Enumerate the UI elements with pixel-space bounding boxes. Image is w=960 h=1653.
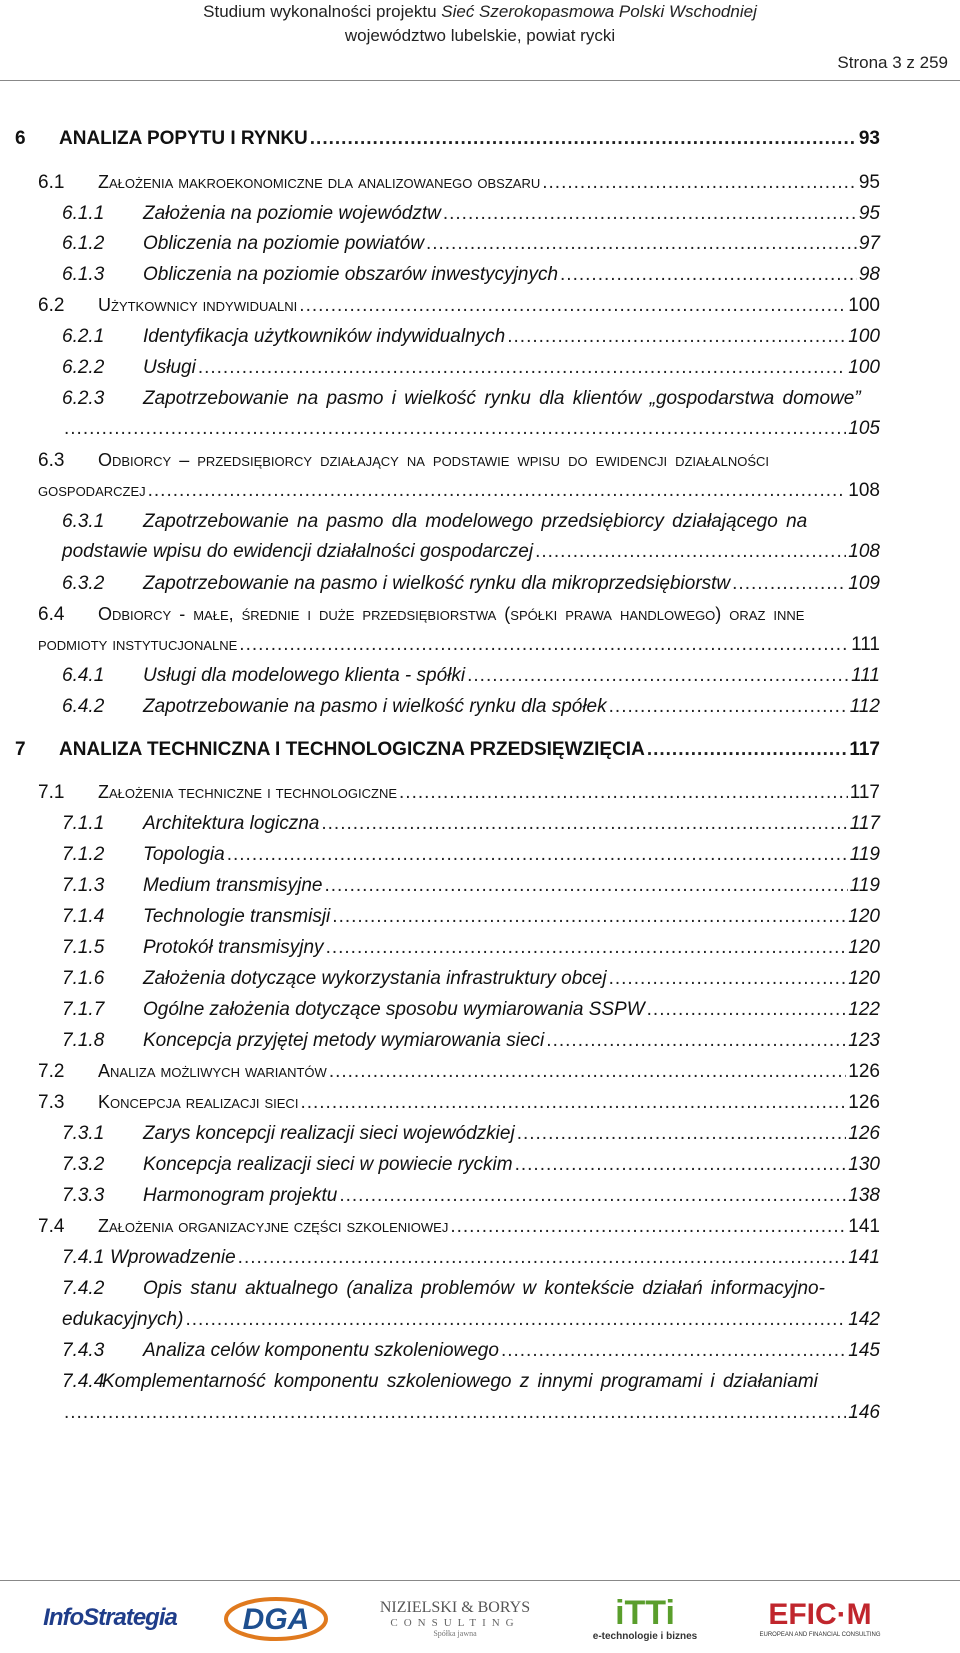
toc-page-number: 119 [849,875,880,896]
toc-page-number: 117 [849,813,880,834]
toc-entry-line [62,511,880,533]
toc-entry[interactable] [38,1216,880,1238]
toc-entry-number: 6.4.2 [62,696,105,717]
toc-dot-leader [238,1247,847,1269]
toc-page-number: 105 [848,418,880,439]
header-title [0,2,960,22]
toc-page-number: 93 [858,128,880,149]
toc-dot-leader [450,1216,846,1238]
toc-dot-leader [507,326,846,348]
toc-entry[interactable] [62,813,880,835]
toc-entry-number: 6.4 [38,604,65,625]
toc-entry-title: Koncepcja realizacji sieci [98,1092,299,1112]
toc-page-number: 117 [849,739,880,760]
toc-entry[interactable] [62,1402,880,1424]
header-region: województwo lubelskie, powiat rycki [344,26,616,45]
toc-entry-number: 7.1.1 [62,813,105,834]
toc-dot-leader [546,1030,846,1052]
toc-entry-title: Zapotrzebowanie na pasmo i wielkość rynku dla klientów „gospodarstwa domowe” [143,388,861,409]
logo-infostrategia-text: InfoStrategia [43,1604,177,1631]
toc-entry-number: 7.1.8 [62,1030,105,1051]
toc-dot-leader [609,968,847,990]
toc-dot-leader [321,813,847,835]
toc-dot-leader [310,128,857,150]
logo-nizielski-sub2: Spółka jawna [433,1628,477,1638]
toc-page-number: 95 [858,172,880,193]
toc-entry-title: Zapotrzebowanie na pasmo i wielkość rynku dla mikroprzedsiębiorstw [143,573,731,594]
logo-infostrategia [40,1588,180,1648]
toc-page-number: 100 [848,295,880,316]
logo-eficom-sub: EUROPEAN AND FINANCIAL CONSULTING [759,1632,881,1638]
toc-entry-number: 6 [15,128,26,149]
toc-entry-title: ANALIZA POPYTU I RYNKU [59,128,308,149]
toc-entry-title: Zapotrzebowanie na pasmo dla modelowego przedsiębiorcy działającego na [143,511,808,532]
toc-entry-title: Koncepcja przyjętej metody wymiarowania sieci [143,1030,545,1051]
toc-entry-number: 6.1 [38,172,65,193]
toc-entry-title: Założenia techniczne i technologiczne [98,782,398,802]
toc-entry[interactable] [62,906,880,928]
toc-page-number: 126 [848,1092,880,1113]
toc-entry-title: Usługi [143,357,196,378]
toc-entry[interactable] [62,1123,880,1145]
toc-entry-line [62,388,880,410]
toc-entry-number: 6.1.3 [62,264,105,285]
toc-entry-title-continued: gospodarczej [38,480,146,500]
toc-entry[interactable] [62,1185,880,1207]
toc-dot-leader [227,844,848,866]
toc-entry[interactable] [62,1247,880,1269]
toc-page-number: 126 [848,1061,880,1082]
toc-entry-title: Medium transmisyjne [143,875,323,896]
toc-entry-line [38,604,880,626]
toc-entry-number: 6.1.1 [62,203,105,224]
toc-page-number: 120 [848,906,880,927]
toc-entry-number: 7.1.4 [62,906,105,927]
logo-itti-text: iTTi [615,1593,675,1632]
toc-entry-number: 7.2 [38,1061,65,1082]
toc-entry-number: 7.4 [38,1216,65,1237]
toc-page-number: 123 [848,1030,880,1051]
toc-entry-title: Założenia organizacyjne części szkoleniowej [98,1216,449,1236]
toc-dot-leader [517,1123,847,1145]
toc-entry-number: 7.1.7 [62,999,105,1020]
toc-dot-leader [399,782,848,804]
toc-entry-number: 7.1.5 [62,937,105,958]
toc-entry-title: Zarys koncepcji realizacji sieci wojewódzkiej [143,1123,515,1144]
toc-entry[interactable] [62,1154,880,1176]
toc-entry-number: 6.1.2 [62,233,105,254]
toc-page-number: 111 [851,665,880,686]
toc-dot-leader [339,1185,846,1207]
toc-entry[interactable] [62,326,880,348]
toc-page-number: 117 [849,782,880,803]
toc-entry-title: Protokół transmisyjny [143,937,324,958]
toc-page-number: 141 [848,1247,880,1268]
toc-dot-leader [332,906,846,928]
toc-dot-leader [64,418,846,440]
toc-entry-number: 6.2.1 [62,326,105,347]
toc-entry-title: Założenia na poziomie województw [143,203,441,224]
toc-entry-number: 7.1.3 [62,875,105,896]
logo-eficom-text: EFIC·M [768,1598,872,1631]
toc-entry[interactable] [62,875,880,897]
toc-entry-title: ANALIZA TECHNICZNA I TECHNOLOGICZNA PRZEDSIĘWZIĘCIA [59,739,645,760]
toc-dot-leader [443,203,857,225]
page-number: Strona 3 z 259 [837,53,948,72]
toc-entry-title: Wprowadzenie [110,1247,236,1268]
toc-entry-title: Technologie transmisji [143,906,331,927]
toc-page-number: 97 [858,233,880,254]
toc-entry-title: Topologia [143,844,225,865]
toc-entry[interactable] [62,203,880,225]
toc-entry[interactable] [38,782,880,804]
toc-entry-title: Założenia makroekonomiczne dla analizowanego obszaru [98,172,541,192]
logo-nizielski-text: NIZIELSKI & BORYS [379,1598,531,1616]
toc-entry-title: Obliczenia na poziomie obszarów inwestycyjnych [143,264,559,285]
toc-entry-line [62,1278,880,1300]
toc-page-number: 122 [848,999,880,1020]
toc-entry-title: Harmonogram projektu [143,1185,338,1206]
toc-dot-leader [64,1402,846,1424]
header-title-prefix: Studium wykonalności projektu [203,2,442,21]
toc-entry[interactable] [38,1092,880,1114]
toc-dot-leader [535,541,846,563]
header-project-name: Sieć Szerokopasmowa Polski Wschodniej [441,2,757,21]
toc-entry-title: Użytkownicy indywidualni [98,295,298,315]
toc-entry[interactable] [62,844,880,866]
logo-itti [590,1588,700,1648]
toc-entry-number: 7.1.2 [62,844,105,865]
logo-dga [215,1588,330,1648]
toc-entry[interactable] [62,937,880,959]
toc-entry[interactable] [62,264,880,286]
toc-dot-leader [239,634,849,656]
toc-entry-number: 7.3.3 [62,1185,105,1206]
toc-dot-leader [198,357,846,379]
toc-entry-title: Obliczenia na poziomie powiatów [143,233,424,254]
toc-entry-number: 6.4.1 [62,665,105,686]
toc-dot-leader [185,1309,846,1331]
toc-entry-number: 7.1 [38,782,65,803]
toc-page-number: 95 [858,203,880,224]
toc-entry[interactable] [15,128,880,150]
toc-page-number: 146 [848,1402,880,1423]
toc-dot-leader [325,875,848,897]
toc-entry-number: 7.1.6 [62,968,105,989]
toc-entry-number: 6.3 [38,450,65,471]
toc-entry-number: 6.2 [38,295,65,316]
toc-entry-title: Zapotrzebowanie na pasmo i wielkość rynku dla spółek [143,696,607,717]
toc-entry-line [62,1371,880,1393]
logo-itti-sub: e-technologie i biznes [592,1630,698,1642]
dga-swoosh-icon [218,1589,328,1647]
toc-entry[interactable] [62,1340,880,1362]
page-header [0,0,960,81]
logo-nizielski-borys [370,1588,540,1648]
toc-page-number: 120 [848,937,880,958]
toc-page-number: 109 [848,573,880,594]
toc-dot-leader [542,172,857,194]
toc-page-number: 119 [849,844,880,865]
toc-entry-number: 7.4.2 [62,1278,105,1299]
header-divider [0,80,960,81]
logo-dga-text: DGA [242,1603,309,1636]
toc-entry[interactable] [62,696,880,718]
toc-page-number: 142 [848,1309,880,1330]
toc-entry-title: Ogólne założenia dotyczące sposobu wymiarowania SSPW [143,999,645,1020]
toc-entry[interactable] [62,541,880,563]
toc-entry[interactable] [38,634,880,656]
toc-page-number: 108 [848,541,880,562]
toc-page-number: 145 [848,1340,880,1361]
toc-entry-title: Analiza możliwych wariantów [98,1061,327,1081]
toc-entry-title-continued: podmioty instytucjonalne [38,634,238,654]
toc-dot-leader [299,295,846,317]
toc-dot-leader [647,999,847,1021]
toc-entry-title: Założenia dotyczące wykorzystania infrastruktury obcej [143,968,607,989]
toc-entry-title: Koncepcja realizacji sieci w powiecie ryckim [143,1154,513,1175]
toc-entry-number: 7.4.3 [62,1340,105,1361]
toc-entry[interactable] [62,1030,880,1052]
toc-entry[interactable] [38,1061,880,1083]
toc-dot-leader [560,264,857,286]
toc-dot-leader [515,1154,847,1176]
toc-dot-leader [326,937,847,959]
toc-entry-title: Odbiorcy – przedsiębiorcy działający na podstawie wpisu do ewidencji działalności [98,450,769,470]
toc-entry-number: 6.3.2 [62,573,105,594]
toc-entry[interactable] [38,172,880,194]
toc-entry[interactable] [62,999,880,1021]
toc-dot-leader [732,573,846,595]
toc-entry-title: Komplementarność komponentu szkoleniowego z innymi programami i działaniami [102,1371,818,1392]
toc-entry[interactable] [38,480,880,502]
footer-logos [0,1584,960,1653]
toc-dot-leader [609,696,848,718]
toc-dot-leader [329,1061,846,1083]
toc-entry-title: Opis stanu aktualnego (analiza problemów w kontekście działań informacyjno- [143,1278,825,1299]
toc-dot-leader [426,233,857,255]
toc-page-number: 111 [851,634,880,655]
toc-entry-number: 7.3 [38,1092,65,1113]
toc-entry-number: 7.4.1 [62,1247,105,1268]
toc-entry[interactable] [62,665,880,687]
toc-page-number: 108 [848,480,880,501]
toc-entry[interactable] [15,739,880,761]
toc-entry-title-continued: podstawie wpisu do ewidencji działalności gospodarczej [62,541,534,562]
toc-dot-leader [467,665,849,687]
toc-entry-title: Usługi dla modelowego klienta - spółki [143,665,466,686]
toc-page-number: 98 [858,264,880,285]
toc-entry[interactable] [62,968,880,990]
toc-entry[interactable] [62,233,880,255]
toc-entry-title-continued: edukacyjnych) [62,1309,184,1330]
toc-entry-number: 7.3.2 [62,1154,105,1175]
toc-entry-title: Identyfikacja użytkowników indywidualnych [143,326,506,347]
logo-nizielski-sub: CONSULTING [390,1616,520,1629]
toc-entry-number: 7.4.4 [62,1371,105,1392]
toc-entry-number: 6.2.2 [62,357,105,378]
toc-page-number: 120 [848,968,880,989]
toc-page-number: 100 [848,357,880,378]
toc-page-number: 130 [848,1154,880,1175]
toc-entry-line [38,450,880,472]
toc-page-number: 138 [848,1185,880,1206]
toc-entry-title: Odbiorcy - małe, średnie i duże przedsiębiorstwa (spółki prawa handlowego) oraz inne [98,604,805,624]
toc-entry-number: 7 [15,739,26,760]
toc-entry-title: Architektura logiczna [143,813,320,834]
toc-entry-number: 7.3.1 [62,1123,105,1144]
toc-dot-leader [148,480,847,502]
toc-entry[interactable] [38,295,880,317]
toc-entry-title: Analiza celów komponentu szkoleniowego [143,1340,499,1361]
toc-entry-number: 6.3.1 [62,511,105,532]
toc-dot-leader [300,1092,846,1114]
toc-entry[interactable] [62,418,880,440]
logo-eficom [745,1588,895,1648]
toc-page-number: 112 [849,696,880,717]
toc-page-number: 141 [848,1216,880,1237]
toc-dot-leader [501,1340,846,1362]
toc-entry[interactable] [62,573,880,595]
footer-divider [0,1580,960,1581]
toc-entry[interactable] [62,357,880,379]
toc-page-number: 100 [848,326,880,347]
toc-dot-leader [647,739,848,761]
toc-entry[interactable] [62,1309,880,1331]
toc-entry-number: 6.2.3 [62,388,105,409]
toc-page-number: 126 [848,1123,880,1144]
